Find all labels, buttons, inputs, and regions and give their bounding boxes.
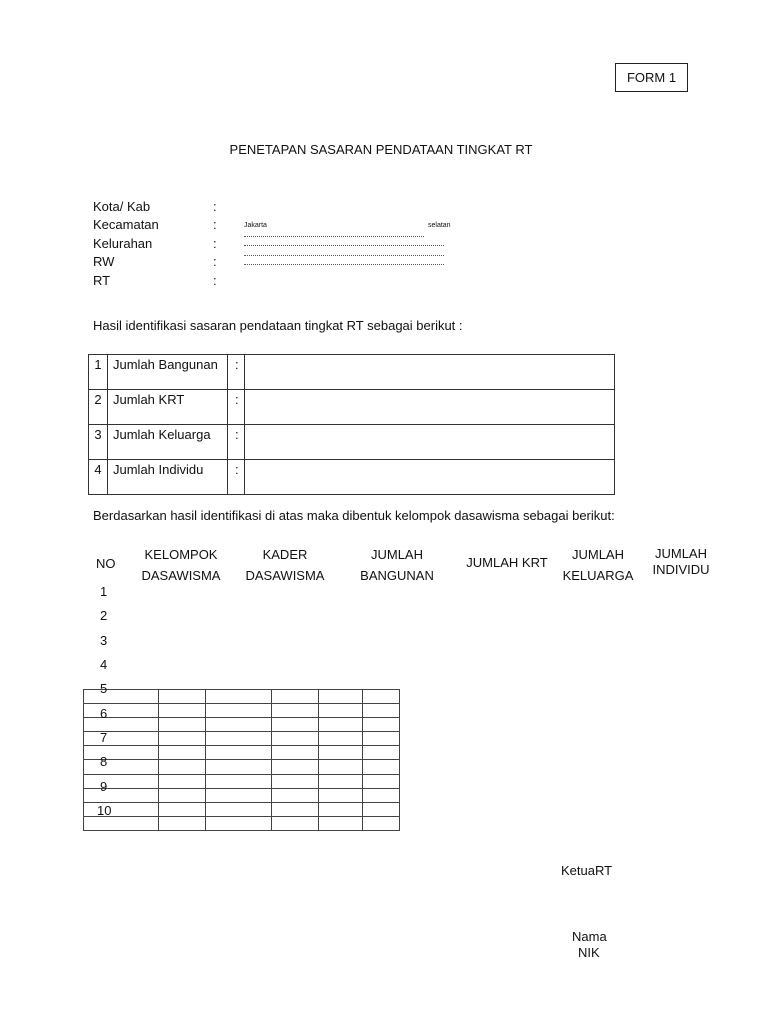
summary-name: Jumlah KRT bbox=[108, 390, 228, 425]
table-row bbox=[84, 816, 400, 830]
summary-sep: : bbox=[228, 425, 245, 460]
grid-cell[interactable] bbox=[319, 732, 363, 746]
grid-cell[interactable] bbox=[319, 704, 363, 718]
header-keluarga bbox=[553, 544, 643, 586]
grid-cell[interactable] bbox=[206, 718, 272, 732]
summary-value-krt[interactable] bbox=[245, 390, 615, 425]
row-number: 5 bbox=[100, 681, 108, 696]
grid-cell[interactable] bbox=[319, 718, 363, 732]
field-colon-rw: : bbox=[213, 254, 217, 269]
header-bangunan-line1: JUMLAH bbox=[370, 547, 423, 562]
table-row bbox=[89, 355, 615, 390]
row-number: 8 bbox=[100, 754, 108, 769]
header-bangunan-line2: BANGUNAN bbox=[360, 568, 434, 583]
grid-cell[interactable] bbox=[206, 802, 272, 816]
grid-cell[interactable] bbox=[84, 732, 159, 746]
grid-cell[interactable] bbox=[84, 802, 159, 816]
summary-no: 2 bbox=[89, 390, 108, 425]
field-label-kelurahan: Kelurahan bbox=[93, 236, 153, 251]
grid-cell[interactable] bbox=[159, 690, 206, 704]
field-value-kecamatan-left[interactable]: Jakarta bbox=[244, 222, 267, 229]
row-number: 1 bbox=[100, 584, 108, 599]
summary-value-bangunan[interactable] bbox=[245, 355, 615, 390]
grid-cell[interactable] bbox=[84, 690, 159, 704]
grid-cell[interactable] bbox=[363, 816, 400, 830]
grid-cell[interactable] bbox=[84, 816, 159, 830]
grid-cell[interactable] bbox=[363, 746, 400, 760]
group-intro-text: Berdasarkan hasil identifikasi di atas maka dibentuk kelompok dasawisma sebagai berikut: bbox=[93, 508, 615, 523]
document-title: PENETAPAN SASARAN PENDATAAN TINGKAT RT bbox=[229, 142, 533, 157]
signature-role: KetuaRT bbox=[561, 863, 613, 878]
grid-cell[interactable] bbox=[319, 690, 363, 704]
grid-cell[interactable] bbox=[363, 690, 400, 704]
grid-cell[interactable] bbox=[363, 718, 400, 732]
grid-cell[interactable] bbox=[319, 760, 363, 774]
field-value-kecamatan-right[interactable]: selatan bbox=[428, 222, 451, 229]
grid-cell[interactable] bbox=[84, 718, 159, 732]
grid-cell[interactable] bbox=[272, 690, 319, 704]
summary-sep: : bbox=[228, 460, 245, 495]
grid-cell[interactable] bbox=[363, 802, 400, 816]
grid-cell[interactable] bbox=[319, 746, 363, 760]
grid-cell[interactable] bbox=[272, 760, 319, 774]
form-number-box bbox=[615, 63, 688, 92]
field-line-rw-b[interactable] bbox=[244, 264, 444, 265]
field-line-kelurahan[interactable] bbox=[244, 245, 444, 246]
field-label-kota: Kota/ Kab bbox=[93, 199, 151, 214]
header-kelompok bbox=[136, 544, 226, 586]
grid-cell[interactable] bbox=[206, 704, 272, 718]
grid-cell[interactable] bbox=[319, 788, 363, 802]
row-number: 6 bbox=[100, 706, 108, 721]
summary-name: Jumlah Bangunan bbox=[108, 355, 228, 390]
grid-cell[interactable] bbox=[159, 816, 206, 830]
table-row bbox=[84, 788, 400, 802]
table-row bbox=[89, 460, 615, 495]
grid-cell[interactable] bbox=[206, 774, 272, 788]
header-keluarga-line1: JUMLAH bbox=[571, 547, 624, 562]
table-row bbox=[89, 425, 615, 460]
grid-cell[interactable] bbox=[84, 788, 159, 802]
header-individu-line1: JUMLAH bbox=[654, 546, 707, 561]
grid-cell[interactable] bbox=[363, 760, 400, 774]
grid-cell[interactable] bbox=[272, 732, 319, 746]
grid-cell[interactable] bbox=[84, 760, 159, 774]
field-colon-kecamatan: : bbox=[213, 217, 217, 232]
summary-no: 1 bbox=[89, 355, 108, 390]
table-row bbox=[84, 802, 400, 816]
grid-cell[interactable] bbox=[159, 788, 206, 802]
grid-cell[interactable] bbox=[206, 788, 272, 802]
field-line-kecamatan[interactable] bbox=[244, 236, 424, 237]
field-label-kecamatan: Kecamatan bbox=[93, 217, 159, 232]
table-row bbox=[84, 704, 400, 718]
header-kader-line1: KADER bbox=[262, 547, 308, 562]
grid-cell[interactable] bbox=[206, 746, 272, 760]
header-individu-line2: INDIVIDU bbox=[652, 562, 710, 577]
grid-cell[interactable] bbox=[159, 802, 206, 816]
summary-value-keluarga[interactable] bbox=[245, 425, 615, 460]
header-no: NO bbox=[96, 556, 116, 571]
grid-cell[interactable] bbox=[84, 704, 159, 718]
summary-sep: : bbox=[228, 355, 245, 390]
grid-cell[interactable] bbox=[272, 816, 319, 830]
grid-cell[interactable] bbox=[272, 704, 319, 718]
grid-cell[interactable] bbox=[206, 690, 272, 704]
grid-cell[interactable] bbox=[159, 704, 206, 718]
row-number: 2 bbox=[100, 608, 108, 623]
dasawisma-grid bbox=[83, 689, 400, 831]
header-keluarga-line2: KELUARGA bbox=[562, 568, 634, 583]
summary-sep: : bbox=[228, 390, 245, 425]
intro-text: Hasil identifikasi sasaran pendataan tingkat RT sebagai berikut : bbox=[93, 318, 463, 333]
grid-cell[interactable] bbox=[319, 774, 363, 788]
table-row bbox=[84, 718, 400, 732]
field-colon-kelurahan: : bbox=[213, 236, 217, 251]
header-bangunan bbox=[352, 544, 442, 586]
header-kelompok-line2: DASAWISMA bbox=[141, 568, 221, 583]
header-kelompok-line1: KELOMPOK bbox=[144, 547, 218, 562]
grid-cell[interactable] bbox=[272, 746, 319, 760]
grid-cell[interactable] bbox=[363, 704, 400, 718]
row-number: 7 bbox=[100, 730, 108, 745]
table-row bbox=[84, 746, 400, 760]
header-krt: JUMLAH KRT bbox=[466, 555, 548, 570]
table-row bbox=[84, 690, 400, 704]
grid-cell[interactable] bbox=[84, 774, 159, 788]
grid-cell[interactable] bbox=[272, 788, 319, 802]
grid-cell[interactable] bbox=[272, 774, 319, 788]
grid-cell[interactable] bbox=[272, 802, 319, 816]
table-row bbox=[84, 732, 400, 746]
field-label-rt: RT bbox=[93, 273, 111, 288]
header-kader bbox=[240, 544, 330, 586]
grid-cell[interactable] bbox=[159, 774, 206, 788]
grid-cell[interactable] bbox=[159, 732, 206, 746]
grid-cell[interactable] bbox=[159, 718, 206, 732]
grid-cell[interactable] bbox=[363, 732, 400, 746]
form-number-label: FORM 1 bbox=[626, 70, 677, 85]
signature-nik-label: NIK bbox=[578, 945, 600, 960]
grid-cell[interactable] bbox=[206, 760, 272, 774]
field-label-rw: RW bbox=[93, 254, 115, 269]
row-number: 10 bbox=[97, 803, 112, 818]
grid-cell[interactable] bbox=[363, 774, 400, 788]
row-number: 9 bbox=[100, 779, 108, 794]
table-row bbox=[84, 774, 400, 788]
grid-cell[interactable] bbox=[206, 816, 272, 830]
grid-cell[interactable] bbox=[84, 746, 159, 760]
row-number: 3 bbox=[100, 633, 108, 648]
summary-table bbox=[88, 354, 615, 495]
summary-value-individu[interactable] bbox=[245, 460, 615, 495]
summary-name: Jumlah Keluarga bbox=[108, 425, 228, 460]
grid-cell[interactable] bbox=[319, 816, 363, 830]
header-individu bbox=[648, 546, 714, 578]
field-colon-kota: : bbox=[213, 199, 217, 214]
table-row bbox=[84, 760, 400, 774]
header-kader-line2: DASAWISMA bbox=[245, 568, 325, 583]
summary-name: Jumlah Individu bbox=[108, 460, 228, 495]
grid-cell[interactable] bbox=[319, 802, 363, 816]
row-number: 4 bbox=[100, 657, 108, 672]
field-colon-rt: : bbox=[213, 273, 217, 288]
table-row bbox=[89, 390, 615, 425]
grid-cell[interactable] bbox=[363, 788, 400, 802]
grid-cell[interactable] bbox=[272, 718, 319, 732]
grid-cell[interactable] bbox=[159, 760, 206, 774]
field-line-rw-a[interactable] bbox=[244, 255, 444, 256]
summary-no: 3 bbox=[89, 425, 108, 460]
signature-name-label: Nama bbox=[572, 929, 607, 944]
grid-cell[interactable] bbox=[206, 732, 272, 746]
summary-no: 4 bbox=[89, 460, 108, 495]
grid-cell[interactable] bbox=[159, 746, 206, 760]
